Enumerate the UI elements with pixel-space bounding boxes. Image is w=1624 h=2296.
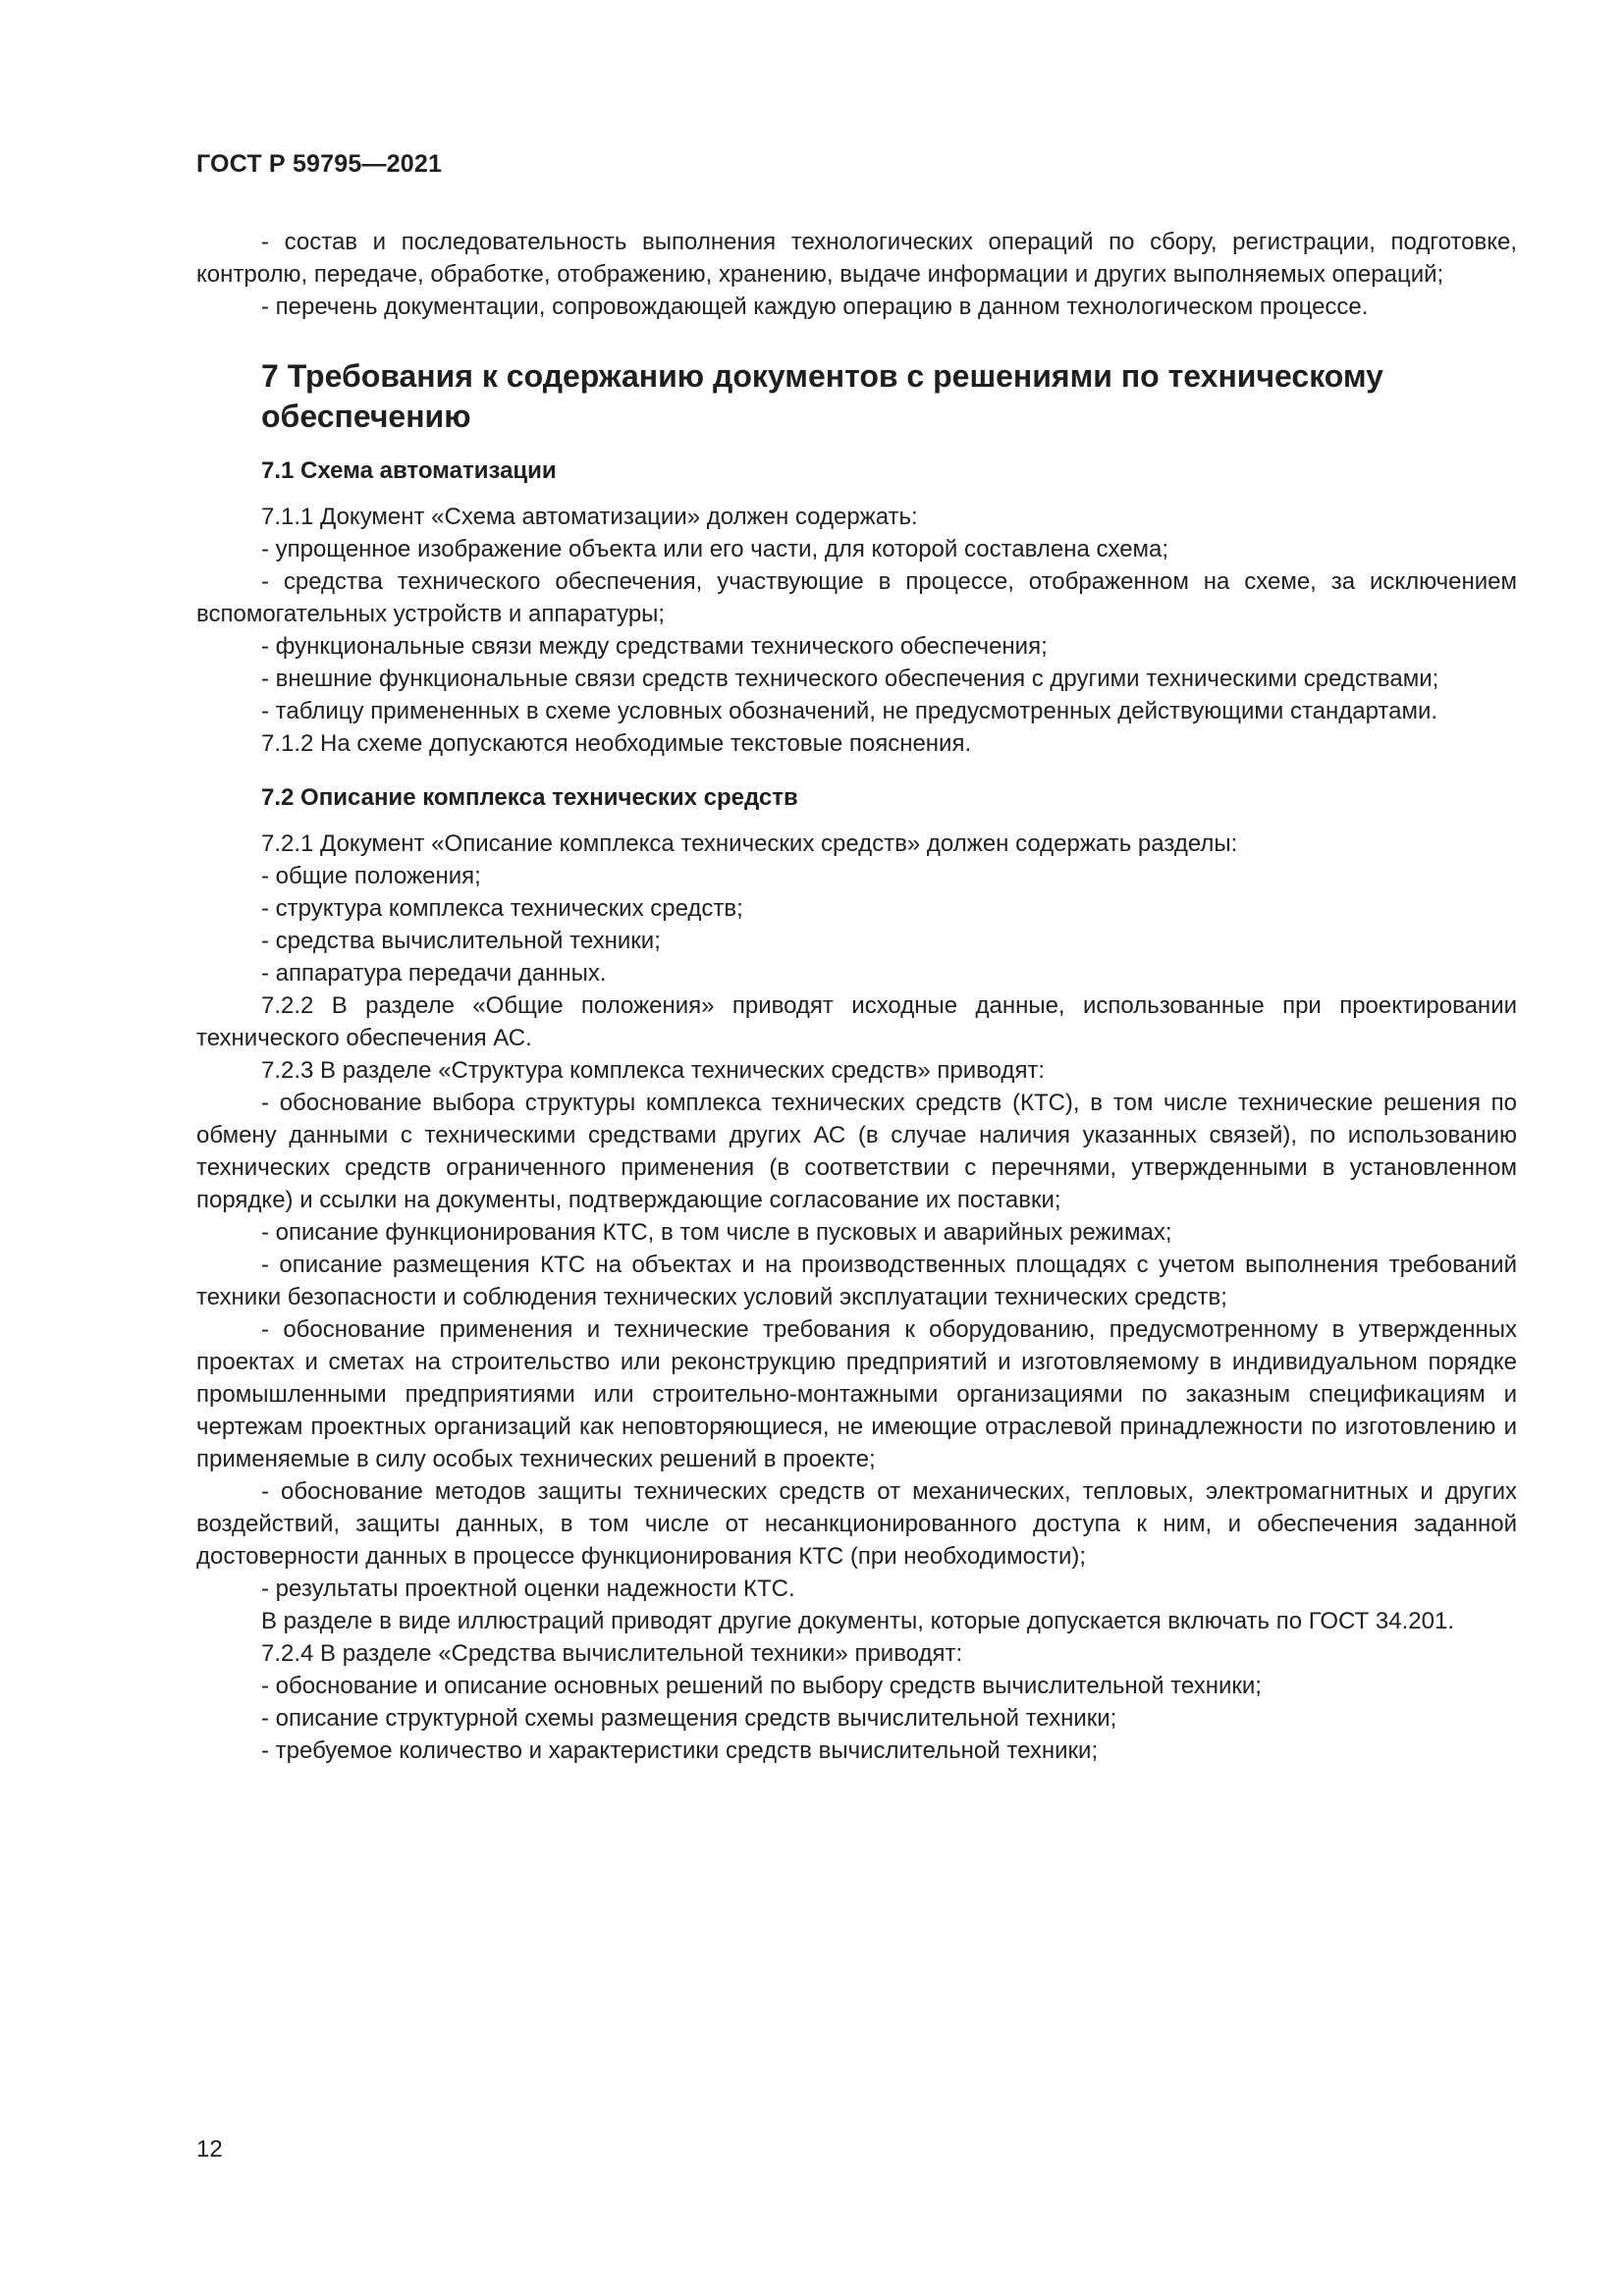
list-item: - обоснование выбора структуры комплекса технических средств (КТС), в том числе технические решения по обмену данными с техническими средствами других АС (в случае наличия указанных связей), по использованию технических средств ограниченного применения (в соответствии с перечнями, утвержденными в установленном порядке) и ссылки на документы, подтверждающие согласование их поставки; bbox=[196, 1090, 1517, 1213]
list-item: - средства вычислительной техники; bbox=[261, 928, 661, 954]
paragraph: 7.2.2 В разделе «Общие положения» приводят исходные данные, использованные при проектировании технического обеспечения АС. bbox=[196, 992, 1517, 1051]
list-item: - обоснование методов защиты технических средств от механических, тепловых, электромагнитных и других воздействий, защиты данных, в том числе от несанкционированного доступа к ним, и обеспечения заданной достоверности данных в процессе функционирования КТС (при необходимости); bbox=[196, 1478, 1517, 1570]
paragraph: 7.1.2 На схеме допускаются необходимые текстовые пояснения. bbox=[261, 730, 972, 757]
list-item: - аппаратура передачи данных. bbox=[261, 960, 607, 987]
page-number: 12 bbox=[196, 2136, 223, 2163]
paragraph: 7.1.1 Документ «Схема автоматизации» должен содержать: bbox=[261, 504, 918, 530]
list-item: - функциональные связи между средствами технического обеспечения; bbox=[261, 633, 1048, 660]
list-item: - описание структурной схемы размещения средств вычислительной техники; bbox=[261, 1705, 1117, 1732]
subsection-heading: 7.1 Схема автоматизации bbox=[261, 457, 557, 484]
list-item: - упрощенное изображение объекта или его части, для которой составлена схема; bbox=[261, 536, 1169, 562]
list-item: - структура комплекса технических средств; bbox=[261, 895, 743, 922]
list-item: - требуемое количество и характеристики средств вычислительной техники; bbox=[261, 1737, 1099, 1764]
list-item: - описание размещения КТС на объектах и на производственных площадях с учетом выполнения требований техники безопасности и соблюдения технических условий эксплуатации технических средств; bbox=[196, 1252, 1517, 1310]
list-item: - обоснование и описание основных решений по выбору средств вычислительной техники; bbox=[261, 1673, 1262, 1699]
list-item: - средства технического обеспечения, участвующие в процессе, отображенном на схеме, за исключением вспомогательных устройств и аппаратуры; bbox=[196, 568, 1517, 627]
list-item: - общие положения; bbox=[261, 863, 481, 889]
list-item: - таблицу примененных в схеме условных обозначений, не предусмотренных действующими стандартами. bbox=[261, 698, 1438, 724]
document-header: ГОСТ Р 59795—2021 bbox=[196, 150, 443, 178]
document-body bbox=[196, 226, 1517, 1767]
paragraph: - состав и последовательность выполнения технологических операций по сбору, регистрации, подготовке, контролю, передаче, обработке, отображению, хранению, выдаче информации и других выполняемых операций; bbox=[196, 229, 1517, 288]
section-heading: 7 Требования к содержанию документов с решениями по техническому обеспечению bbox=[261, 358, 1383, 434]
paragraph: 7.2.1 Документ «Описание комплекса технических средств» должен содержать разделы: bbox=[261, 830, 1238, 857]
list-item: - результаты проектной оценки надежности КТС. bbox=[261, 1575, 795, 1602]
paragraph: - перечень документации, сопровождающей каждую операцию в данном технологическом процессе. bbox=[261, 294, 1369, 320]
list-item: - обоснование применения и технические требования к оборудованию, предусмотренному в утвержденных проектах и сметах на строительство или реконструкцию предприятий и изготовляемому в индивидуальном порядке промышленными предприятиями или строительно-монтажными организациями по заказным спецификациям и чертежам проектных организаций как неповторяющиеся, не имеющие отраслевой принадлежности по изготовлению и применяемые в силу особых технических решений в проекте; bbox=[196, 1316, 1517, 1472]
paragraph: В разделе в виде иллюстраций приводят другие документы, которые допускается включать по ГОСТ 34.201. bbox=[261, 1608, 1454, 1634]
list-item: - внешние функциональные связи средств технического обеспечения с другими техническими средствами; bbox=[261, 666, 1439, 692]
paragraph: 7.2.4 В разделе «Средства вычислительной техники» приводят: bbox=[261, 1640, 963, 1667]
list-item: - описание функционирования КТС, в том числе в пусковых и аварийных режимах; bbox=[261, 1219, 1172, 1246]
paragraph: 7.2.3 В разделе «Структура комплекса технических средств» приводят: bbox=[261, 1057, 1046, 1084]
subsection-heading: 7.2 Описание комплекса технических средств bbox=[261, 784, 798, 811]
